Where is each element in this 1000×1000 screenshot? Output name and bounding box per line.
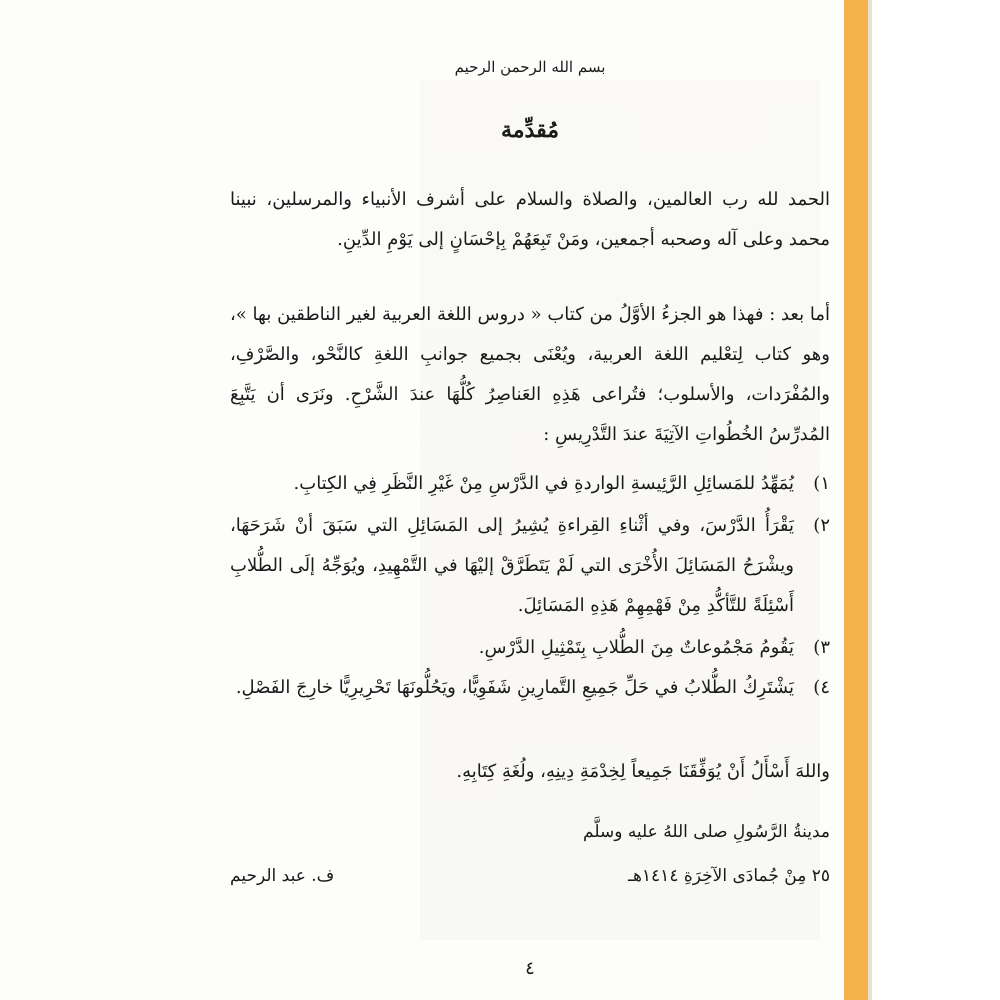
page-title: مُقدِّمة xyxy=(500,117,560,143)
closing-prayer: واللهَ أَسْأَلُ أَنْ يُوَفِّقَنَا جَمِيعاً لِخِدْمَةِ دِينِهِ، ولُغَةِ كِتَابِهِ. xyxy=(456,761,830,782)
outer-margin xyxy=(872,0,1000,1000)
date-line: ٢٥ مِنْ جُمادَى الآخِرَةِ ١٤١٤هـ xyxy=(627,866,830,886)
basmala: بسم الله الرحمن الرحيم xyxy=(454,58,606,76)
list-item-text: يُمَهِّدُ للمَسائِلِ الرَّئِيسةِ الواردةِ في الدَّرْسِ مِنْ غَيْرِ النَّظَرِ فِي الكِتابِ. xyxy=(293,473,794,494)
book-edge-strip xyxy=(844,0,868,1000)
list-item xyxy=(230,464,830,504)
list-item-text: يَقُومُ مَجْمُوعاتٌ مِنَ الطُّلابِ بِتَمْثِيلِ الدَّرْسِ. xyxy=(478,637,794,658)
list-item-number: ٤) xyxy=(813,677,830,698)
paragraph-intro: أما بعد : فهذا هو الجزءُ الأوَّلُ من كتاب « دروس اللغة العربية لغير الناطقين بها »، وهو كتاب لِتعْليم اللغة العربية، ويُعْنَى بجميع جوانبِ اللغةِ كالنَّحْو، والصَّرْفِ، والمُفْرَدات، والأسلوب؛ فتُراعى هَذِهِ العَناصِرُ كُلُّهَا عندَ الشَّرْحِ. ونَرَى أن يَتَّبِعَ المُدرِّسُ الخُطُواتِ الآتِيَةَ عندَ التَّدْرِيسِ : xyxy=(230,304,830,445)
page-number: ٤ xyxy=(525,958,535,979)
place-line: مدينةُ الرَّسُولِ صلى اللهُ عليه وسلَّم xyxy=(583,822,830,842)
list-item-number: ١) xyxy=(813,473,830,494)
list-item xyxy=(230,628,830,668)
list-item-text: يَقْرَأُ الدَّرْسَ، وفي أثْناءِ القِراءةِ يُشِيرُ إلى المَسَائِلِ التي سَبَقَ أنْ شَرَحَهَا، ويشْرَحُ المَسَائِلَ الأُخْرَى التي لَمْ يَتَطَرَّقْ إليْهَا في التَّمْهِيدِ، ويُوَجِّهُ إلَى الطُّلابِ أَسْئِلَةً للتَّأكُّدِ مِنْ فَهْمِهِمْ هَذِهِ المَسَائِلَ. xyxy=(230,515,794,616)
paragraph-praise: الحمد لله رب العالمين، والصلاة والسلام على أشرف الأنبياء والمرسلين، نبينا محمد وعلى آله وصحبه أجمعين، ومَنْ تَبِعَهُمْ بِإحْسَانٍ إلى يَوْمِ الدِّينِ. xyxy=(230,189,830,250)
author-signature: ف. عبد الرحيم xyxy=(230,866,335,886)
list-item-text: يَشْتَرِكُ الطُّلابُ في حَلِّ جَمِيعِ التَّمارِينِ شَفَوِيًّا، ويَحُلُّونَهَا تَحْرِيرِيًّا خارِجَ الفَصْلِ. xyxy=(235,677,794,698)
page-content xyxy=(230,0,830,1000)
list-item-number: ٢) xyxy=(813,515,830,536)
list-item xyxy=(230,668,830,708)
list-item xyxy=(230,506,830,626)
list-item-number: ٣) xyxy=(813,637,830,658)
